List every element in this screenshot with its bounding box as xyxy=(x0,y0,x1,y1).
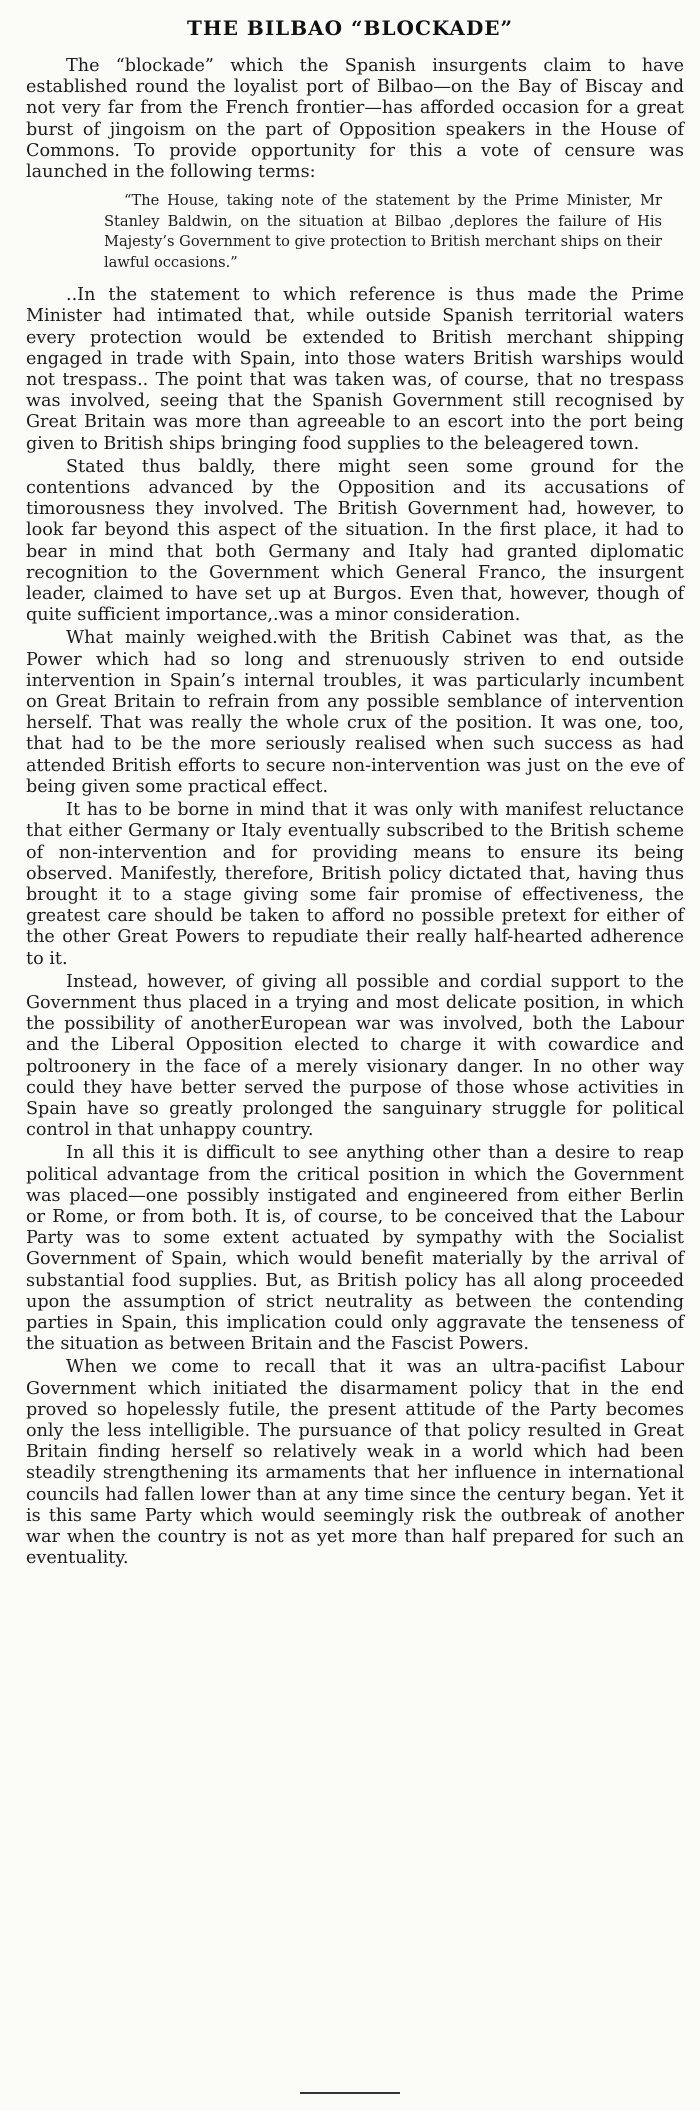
article-paragraph: What mainly weighed.with the British Cabinet was that, as the Power which had so long and strenuously striven to end outside intervention in Spain’s internal troubles, it was particularly incumbent on Great Britain to refrain from any possible semblance of intervention herself. That was really the whole crux of the position. It was one, too, that had to be the more seriously realised when such success as had attended British efforts to secure non-intervention was just on the eve of being given some practical effect. xyxy=(26,628,684,797)
censure-motion-quote: “The House, taking note of the statement by the Prime Minister, Mr Stanley Baldwin, on the situation at Bilbao ,deplores the failure of His Majesty’s Government to give protection to British merchant ships on their lawful occasions.” xyxy=(104,192,662,271)
intro-paragraph: The “blockade” which the Spanish insurgents claim to have established round the loyalist port of Bilbao—on the Bay of Biscay and not very far from the French frontier—has afforded occasion for a great burst of jingoism on the part of Opposition speakers in the House of Commons. To provide opportunity for this a vote of censure was launched in the following terms: xyxy=(26,56,684,183)
article-body xyxy=(26,56,684,1571)
article-paragraph: When we come to recall that it was an ultra-pacifist Labour Government which initiated the disarmament policy that in the end proved so hopelessly futile, the present attitude of the Party becomes only the less intelligible. The pursuance of that policy resulted in Great Britain finding herself so relatively weak in a world which had been steadily strengthening its armaments that her influence in international councils had fallen lower than at any time since the century began. Yet it is this same Party which would seemingly risk the outbreak of another war when the country is not as yet more than half prepared for such an eventuality. xyxy=(26,1357,684,1569)
article-paragraph: ..In the statement to which reference is thus made the Prime Minister had intimated that, while outside Spanish territorial waters every protection would be extended to British merchant shipping engaged in trade with Spain, into those waters British warships would not trespass.. The point that was taken was, of course, that no trespass was involved, seeing that the Spanish Government still recognised by Great Britain was more than agreeable to an escort into the port being given to British ships bringing food supplies to the beleagered town. xyxy=(26,285,684,454)
end-rule-divider xyxy=(300,2092,400,2094)
article-paragraph: In all this it is difficult to see anything other than a desire to reap political advantage from the critical position in which the Government was placed—one possibly instigated and engineered from either Berlin or Rome, or from both. It is, of course, to be conceived that the Labour Party was to some extent actuated by sympathy with the Socialist Government of Spain, which would benefit materially by the arrival of substantial food supplies. But, as British policy has all along proceeded upon the assumption of strict neutrality as between the contending parties in Spain, this implication could only aggravate the tenseness of the situation as between Britain and the Fascist Powers. xyxy=(26,1143,684,1355)
article-title: THE BILBAO “BLOCKADE” xyxy=(186,16,514,40)
article-paragraph: Stated thus baldly, there might seen some ground for the contentions advanced by the Opposition and its accusations of timorousness they involved. The British Government had, however, to look far beyond this aspect of the situation. In the first place, it had to bear in mind that both Germany and Italy had granted diplomatic recognition to the Government which General Franco, the insurgent leader, claimed to have set up at Burgos. Even that, however, though of quite sufficient importance,.was a minor consideration. xyxy=(26,456,684,626)
article-paragraph: Instead, however, of giving all possible and cordial support to the Government thus placed in a trying and most delicate position, in which the possibility of anotherEuropean war was involved, both the Labour and the Liberal Opposition elected to charge it with cowardice and poltroonery in the face of a merely visionary danger. In no other way could they have better served the purpose of those whose activities in Spain have so greatly prolonged the sanguinary struggle for political control in that unhappy country. xyxy=(26,971,684,1141)
article-paragraph: It has to be borne in mind that it was only with manifest reluctance that either Germany or Italy eventually subscribed to the British scheme of non-intervention and for providing means to ensure its being observed. Manifestly, therefore, British policy dictated that, having thus brought it to a stage giving some fair promise of effectiveness, the greatest care should be taken to afford no possible pretext for either of the other Great Powers to repudiate their really half-hearted adherence to it. xyxy=(26,800,684,969)
